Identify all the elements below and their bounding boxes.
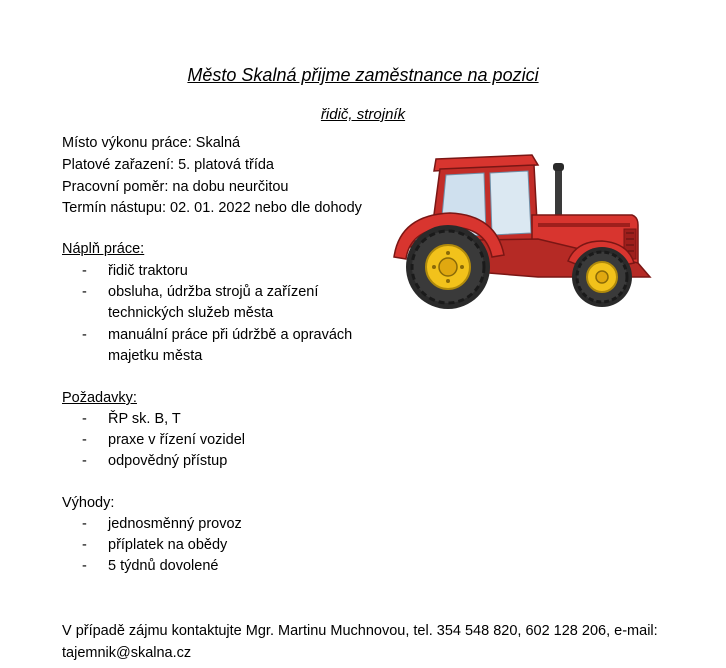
tractor-illustration (388, 145, 688, 315)
job-position: řidič, strojník (320, 106, 406, 123)
contact-info: V případě zájmu kontaktujte Mgr. Martinu Muchnovou, tel. 354 548 820, 602 128 206, e-mail: tajemnik@skalna.cz (62, 623, 658, 661)
bullet: - (82, 558, 87, 574)
info-start-date: Termín nástupu: 02. 01. 2022 nebo dle dohody (62, 200, 362, 216)
info-workplace: Místo výkonu práce: Skalná (62, 135, 241, 151)
bullet: - (82, 327, 87, 343)
requirements-heading: Požadavky: (62, 390, 137, 406)
tractor-icon (388, 145, 688, 310)
bullet: - (82, 516, 87, 532)
duties-heading: Náplň práce: (62, 241, 145, 257)
requirement-item: praxe v řízení vozidel (108, 432, 246, 448)
info-salary-grade: Platové zařazení: 5. platová třída (62, 157, 274, 173)
bullet: - (82, 411, 87, 427)
bullet: - (82, 284, 87, 300)
info-employment-type: Pracovní poměr: na dobu neurčitou (62, 179, 289, 195)
requirement-item: ŘP sk. B, T (108, 411, 181, 427)
bullet: - (82, 432, 87, 448)
bullet: - (82, 453, 87, 469)
benefits-heading: Výhody: (62, 495, 115, 511)
benefit-item: 5 týdnů dovolené (108, 558, 219, 574)
bullet: - (82, 263, 87, 279)
benefit-item: příplatek na obědy (108, 537, 228, 553)
duty-item: řidič traktoru (108, 263, 188, 279)
benefit-item: jednosměnný provoz (108, 516, 242, 532)
duty-item: manuální práce při údržbě a opravách majetku města (108, 327, 353, 364)
requirement-item: odpovědný přístup (108, 453, 228, 469)
job-posting-title: Město Skalná přijme zaměstnance na pozici (187, 65, 539, 85)
bullet: - (82, 537, 87, 553)
duty-item: obsluha, údržba strojů a zařízení technických služeb města (108, 284, 319, 321)
